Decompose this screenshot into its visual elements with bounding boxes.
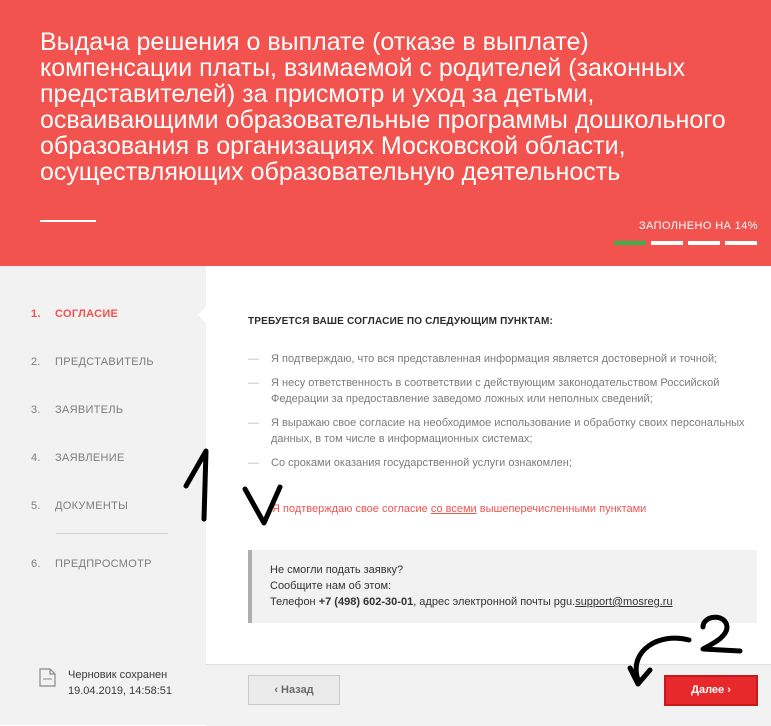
- step-label: ДОКУМЕНТЫ: [55, 500, 129, 512]
- header-banner: [0, 0, 771, 266]
- active-step-notch: [198, 306, 207, 324]
- page-title: Выдача решения о выплате (отказе в выплате) компенсации платы, взимаемой с родителей (законных представителей) за присмотр и уход за детьми, осваивающими образовательные программы дошкольного образования в организациях Московской области, осуществляющих образовательную деятельность: [40, 28, 726, 186]
- step-label: ПРЕДПРОСМОТР: [55, 558, 152, 570]
- step-number: 1.: [31, 308, 41, 320]
- progress-label: ЗАПОЛНЕНО НА 14%: [638, 220, 758, 232]
- draft-timestamp: 19.04.2019, 14:58:51: [68, 685, 172, 697]
- step-label: ПРЕДСТАВИТЕЛЬ: [55, 356, 154, 368]
- help-line-1: Не смогли подать заявку?: [270, 564, 404, 576]
- consent-check-prefix: Я подтверждаю свое согласие: [272, 503, 428, 515]
- list-dash: —: [248, 417, 259, 429]
- phone-number: +7 (498) 602-30-01: [318, 596, 414, 608]
- step-number: 2.: [31, 356, 41, 368]
- step-application[interactable]: [31, 452, 125, 464]
- consent-item-text: Я выражаю свое согласие на необходимое использование и обработку своих персональных данных, в том числе в информационных системах;: [271, 417, 745, 445]
- step-number: 4.: [31, 452, 41, 464]
- step-preview[interactable]: [31, 558, 152, 570]
- title-underline: [40, 220, 96, 222]
- step-applicant[interactable]: [31, 404, 123, 416]
- draft-status: [68, 667, 172, 699]
- back-button-label: Назад: [281, 684, 314, 696]
- list-dash: —: [248, 377, 259, 389]
- document-icon: [38, 668, 57, 687]
- step-label: ЗАЯВЛЕНИЕ: [55, 452, 125, 464]
- progress-segment: [651, 241, 683, 245]
- support-email-link[interactable]: support@mosreg.ru: [575, 596, 673, 608]
- help-contacts: [270, 594, 757, 610]
- phone-prefix: Телефон: [270, 596, 316, 608]
- steps-divider: [56, 533, 168, 534]
- back-button[interactable]: [248, 675, 340, 705]
- chevron-right-icon: ›: [727, 684, 731, 696]
- step-number: 5.: [31, 500, 41, 512]
- step-consent[interactable]: [31, 308, 118, 320]
- step-number: 6.: [31, 558, 41, 570]
- consent-checkbox[interactable]: [272, 503, 646, 515]
- consent-all-link[interactable]: со всеми: [430, 503, 477, 515]
- next-button[interactable]: [664, 675, 758, 706]
- consent-item: [248, 375, 751, 407]
- consent-item-text: Со сроками оказания государственной услуги ознакомлен;: [271, 457, 572, 469]
- next-button-label: Далее: [691, 684, 725, 696]
- help-box: [248, 550, 757, 623]
- progress-segment-filled: [614, 241, 646, 245]
- consent-item: [248, 415, 751, 447]
- step-label: СОГЛАСИЕ: [55, 308, 119, 320]
- consent-title: ТРЕБУЕТСЯ ВАШЕ СОГЛАСИЕ ПО СЛЕДУЮЩИМ ПУНКТАМ:: [248, 316, 554, 327]
- consent-item: [248, 455, 751, 471]
- main-content: [206, 266, 771, 725]
- help-line-2: Сообщите нам об этом:: [270, 580, 392, 592]
- list-dash: —: [248, 457, 259, 469]
- step-representative[interactable]: [31, 356, 154, 368]
- step-documents[interactable]: [31, 500, 128, 512]
- progress-bar: [614, 241, 757, 245]
- list-dash: —: [248, 353, 259, 365]
- consent-check-suffix: вышеперечисленными пунктами: [479, 503, 647, 515]
- consent-item-text: Я несу ответственность в соответствии с действующим законодательством Российской Федерации за предоставление заведомо ложных или неполных сведений;: [271, 377, 720, 405]
- step-label: ЗАЯВИТЕЛЬ: [55, 404, 124, 416]
- draft-status-label: Черновик сохранен: [68, 669, 168, 681]
- steps-sidebar: [0, 266, 206, 725]
- step-number: 3.: [31, 404, 41, 416]
- progress-segment: [688, 241, 720, 245]
- progress-segment: [725, 241, 757, 245]
- chevron-left-icon: ‹: [274, 684, 278, 696]
- consent-item-text: Я подтверждаю, что вся представленная информация является достоверной и точной;: [271, 353, 718, 365]
- email-prefix: , адрес электронной почты pgu.: [413, 596, 576, 608]
- consent-item: [248, 351, 751, 367]
